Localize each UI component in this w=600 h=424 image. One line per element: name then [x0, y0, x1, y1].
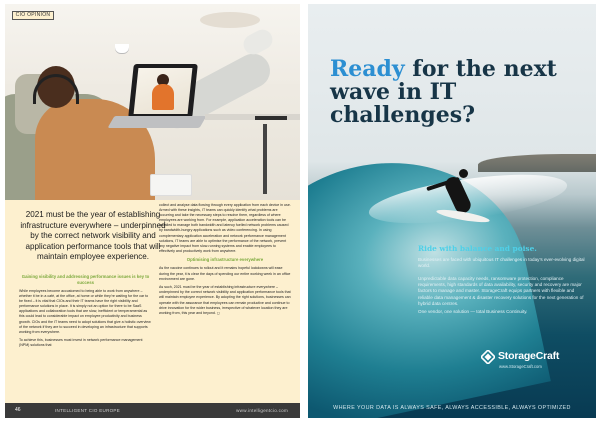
- ad-paragraph: Businesses are faced with ubiquitous IT challenges in today’s ever-evolving digital world.: [418, 257, 585, 269]
- photo-laptop-keyboard: [108, 116, 207, 128]
- article-column-1: [19, 274, 152, 352]
- photo-video-caller: [152, 84, 174, 110]
- magazine-site: www.intelligentcio.com: [236, 407, 288, 413]
- photo-side-table: [200, 12, 260, 28]
- body-paragraph: collect and analyse data flowing through every application from each device in use. Armed with these insights, IT teams can quickly identify what problems are occurring and take the necessary steps to resolve them, regardless of where employees are working from. For example, application acceleration tools can be installed to manage both bandwidth and latency fuelled network problems caused by bandwidth-hungry applications such as video conferencing. In using complementary application acceleration and network performance management solutions, IT teams are able to optimise the performance of the network, prevent any negative impact from slow-running systems and enable employees to effectively and productively work from anywhere.: [159, 203, 291, 253]
- article-photo: [5, 4, 300, 200]
- article-column-2: [159, 203, 291, 319]
- ad-headland: [478, 154, 596, 172]
- photo-table-leg: [263, 124, 267, 194]
- ad-subheading: Ride with balance and poise.: [418, 244, 537, 253]
- ad-tagline: WHERE YOUR DATA IS ALWAYS SAFE, ALWAYS ACCESSIBLE, ALWAYS OPTIMIZED: [333, 405, 571, 411]
- advert-page: [308, 4, 596, 418]
- storagecraft-logo[interactable]: [481, 348, 581, 372]
- page-footer: [5, 403, 300, 418]
- storagecraft-logo-icon: [481, 350, 495, 364]
- subhead: Gaining visibility and addressing performance issues is key to success: [21, 274, 150, 285]
- ad-headline-accent: Ready: [330, 56, 405, 82]
- pullquote: 2021 must be the year of establishing infrastructure everywhere – underpinned by the correct network visibility and application performance tools that will maintain employee experience.: [20, 210, 166, 261]
- body-paragraph: As the vaccine continues to rollout and it remains hopeful lockdowns will ease during the year, it is clear the days of spending our entire working week in an office environment are gone.: [159, 266, 291, 281]
- photo-keyboard: [150, 174, 192, 196]
- section-tag: CIO OPINION: [12, 11, 54, 20]
- ad-paragraph: One vendor, one solution — total Business Continuity.: [418, 309, 528, 314]
- body-paragraph: To achieve this, businesses must invest in network performance management (NPM) solutions that: [19, 338, 143, 348]
- body-paragraph: As such, 2021 must be the year of establishing infrastructure everywhere – underpinned by the correct network visibility and application performance tools that will maintain employee experience. By adopting the right solutions, businesses can operate with the assurance that employees can remain productive and continue to drive innovation for the wider business, irrespective of whatever location they are working from, this year and beyond. ◻: [159, 285, 291, 315]
- photo-tablet: [255, 116, 287, 120]
- ad-paragraph: Unpredictable data capacity needs, ransomware protection, compliance requirements, high standards of data availability, security and recovery are major factors to manage and master. StorageCraft equips partners with flexible and reliable data management & disaster recovery solutions for the next generation of hybrid data centres.: [418, 276, 584, 306]
- ad-headline-rest: for the next wave in IT challenges?: [330, 56, 557, 128]
- ad-headline: [330, 58, 580, 127]
- left-page: [5, 4, 300, 418]
- subhead: Optimising infrastructure everywhere: [186, 257, 264, 263]
- logo-name: StorageCraft: [498, 350, 560, 362]
- logo-url[interactable]: www.StorageCraft.com: [499, 364, 542, 369]
- magazine-name: INTELLIGENT CIO EUROPE: [55, 407, 121, 413]
- page-number: 46: [15, 407, 21, 413]
- ad-surfer-head: [459, 169, 468, 178]
- body-paragraph: While employees become accustomed to being able to work from anywhere – whether it be in a café, at the office, at home or while they’re waiting for the car to be fixed – it is vital that CIOs and their IT teams have the right visibility and performance solutions in place. It is simply not an option for there to be SaaS applications and collaboration tools that are slow, inefficient or temperamental as this could lead to considerable impact on employee productivity and business growth. CIOs and the IT teams need to adopt solutions that give a holistic overview of the network if they are to succeed in developing an infrastructure that supports working from everywhere.: [19, 289, 151, 334]
